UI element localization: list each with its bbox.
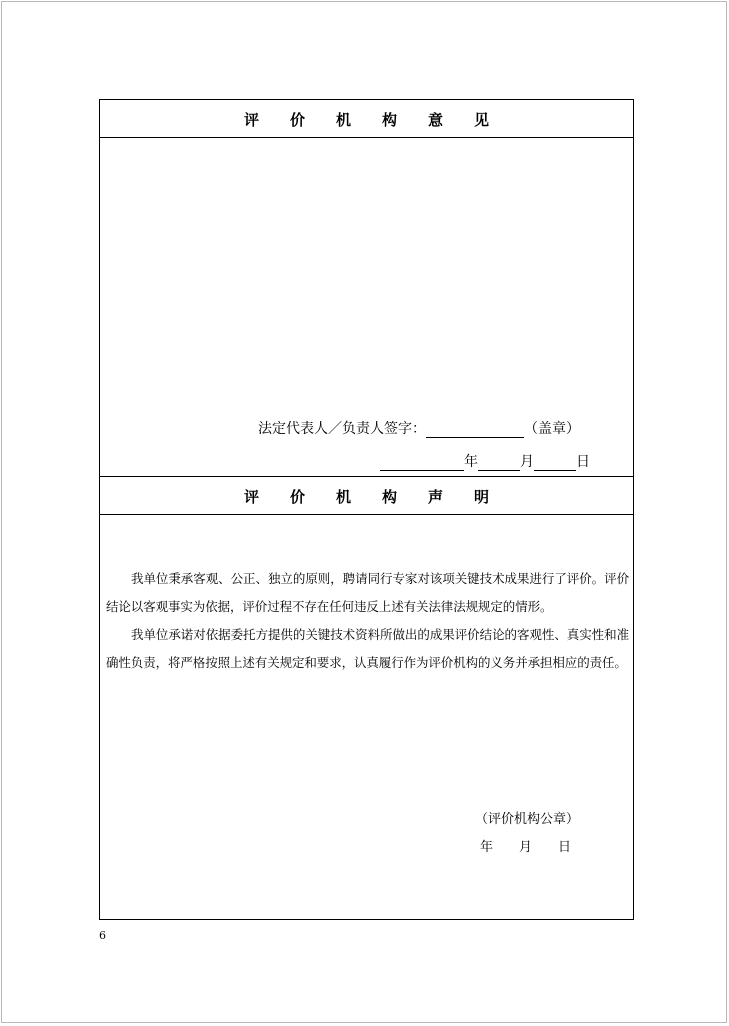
divider: [100, 476, 633, 477]
title-char: 价: [289, 111, 305, 129]
title-char: 构: [381, 488, 397, 506]
divider: [100, 514, 633, 515]
title-char: 声: [427, 488, 443, 506]
title-char: 构: [381, 111, 397, 129]
title-char: 意: [427, 111, 443, 129]
day-label: 日: [576, 454, 590, 470]
statement-date-line: 年 月 日: [480, 840, 572, 855]
month-label: 月: [520, 454, 534, 470]
year-blank: [380, 455, 464, 471]
title-char: 机: [335, 488, 351, 506]
opinion-date-row: [380, 451, 590, 471]
divider: [100, 137, 633, 138]
title-char: 明: [473, 488, 489, 506]
institution-seal-label: （评价机构公章）: [475, 812, 580, 827]
title-char: 见: [473, 111, 489, 129]
opinion-section-title: [100, 109, 633, 130]
title-char: 价: [289, 488, 305, 506]
signature-blank: [426, 422, 524, 438]
title-char: 机: [335, 111, 351, 129]
statement-paragraph: 我单位承诺对依据委托方提供的关键技术资料所做出的成果评价结论的客观性、真实性和准确性负责，将严格按照上述有关规定和要求，认真履行作为评价机构的义务并承担相应的责任。: [106, 627, 629, 670]
year-label: 年: [464, 454, 478, 470]
title-char: 评: [243, 488, 259, 506]
page-number: 6: [99, 929, 106, 942]
evaluation-form-table: [99, 99, 634, 920]
day-blank: [534, 455, 576, 471]
statement-section-title: [100, 486, 633, 507]
month-blank: [478, 455, 520, 471]
seal-note: （盖章）: [524, 421, 580, 437]
statement-paragraph: 我单位秉承客观、公正、独立的原则，聘请同行专家对该项关键技术成果进行了评价。评价结论以客观事实为依据，评价过程不存在任何违反上述有关法律法规规定的情形。: [106, 571, 629, 614]
signature-label: 法定代表人／负责人签字：: [258, 421, 426, 437]
title-char: 评: [243, 111, 259, 129]
signature-row: [258, 418, 580, 438]
